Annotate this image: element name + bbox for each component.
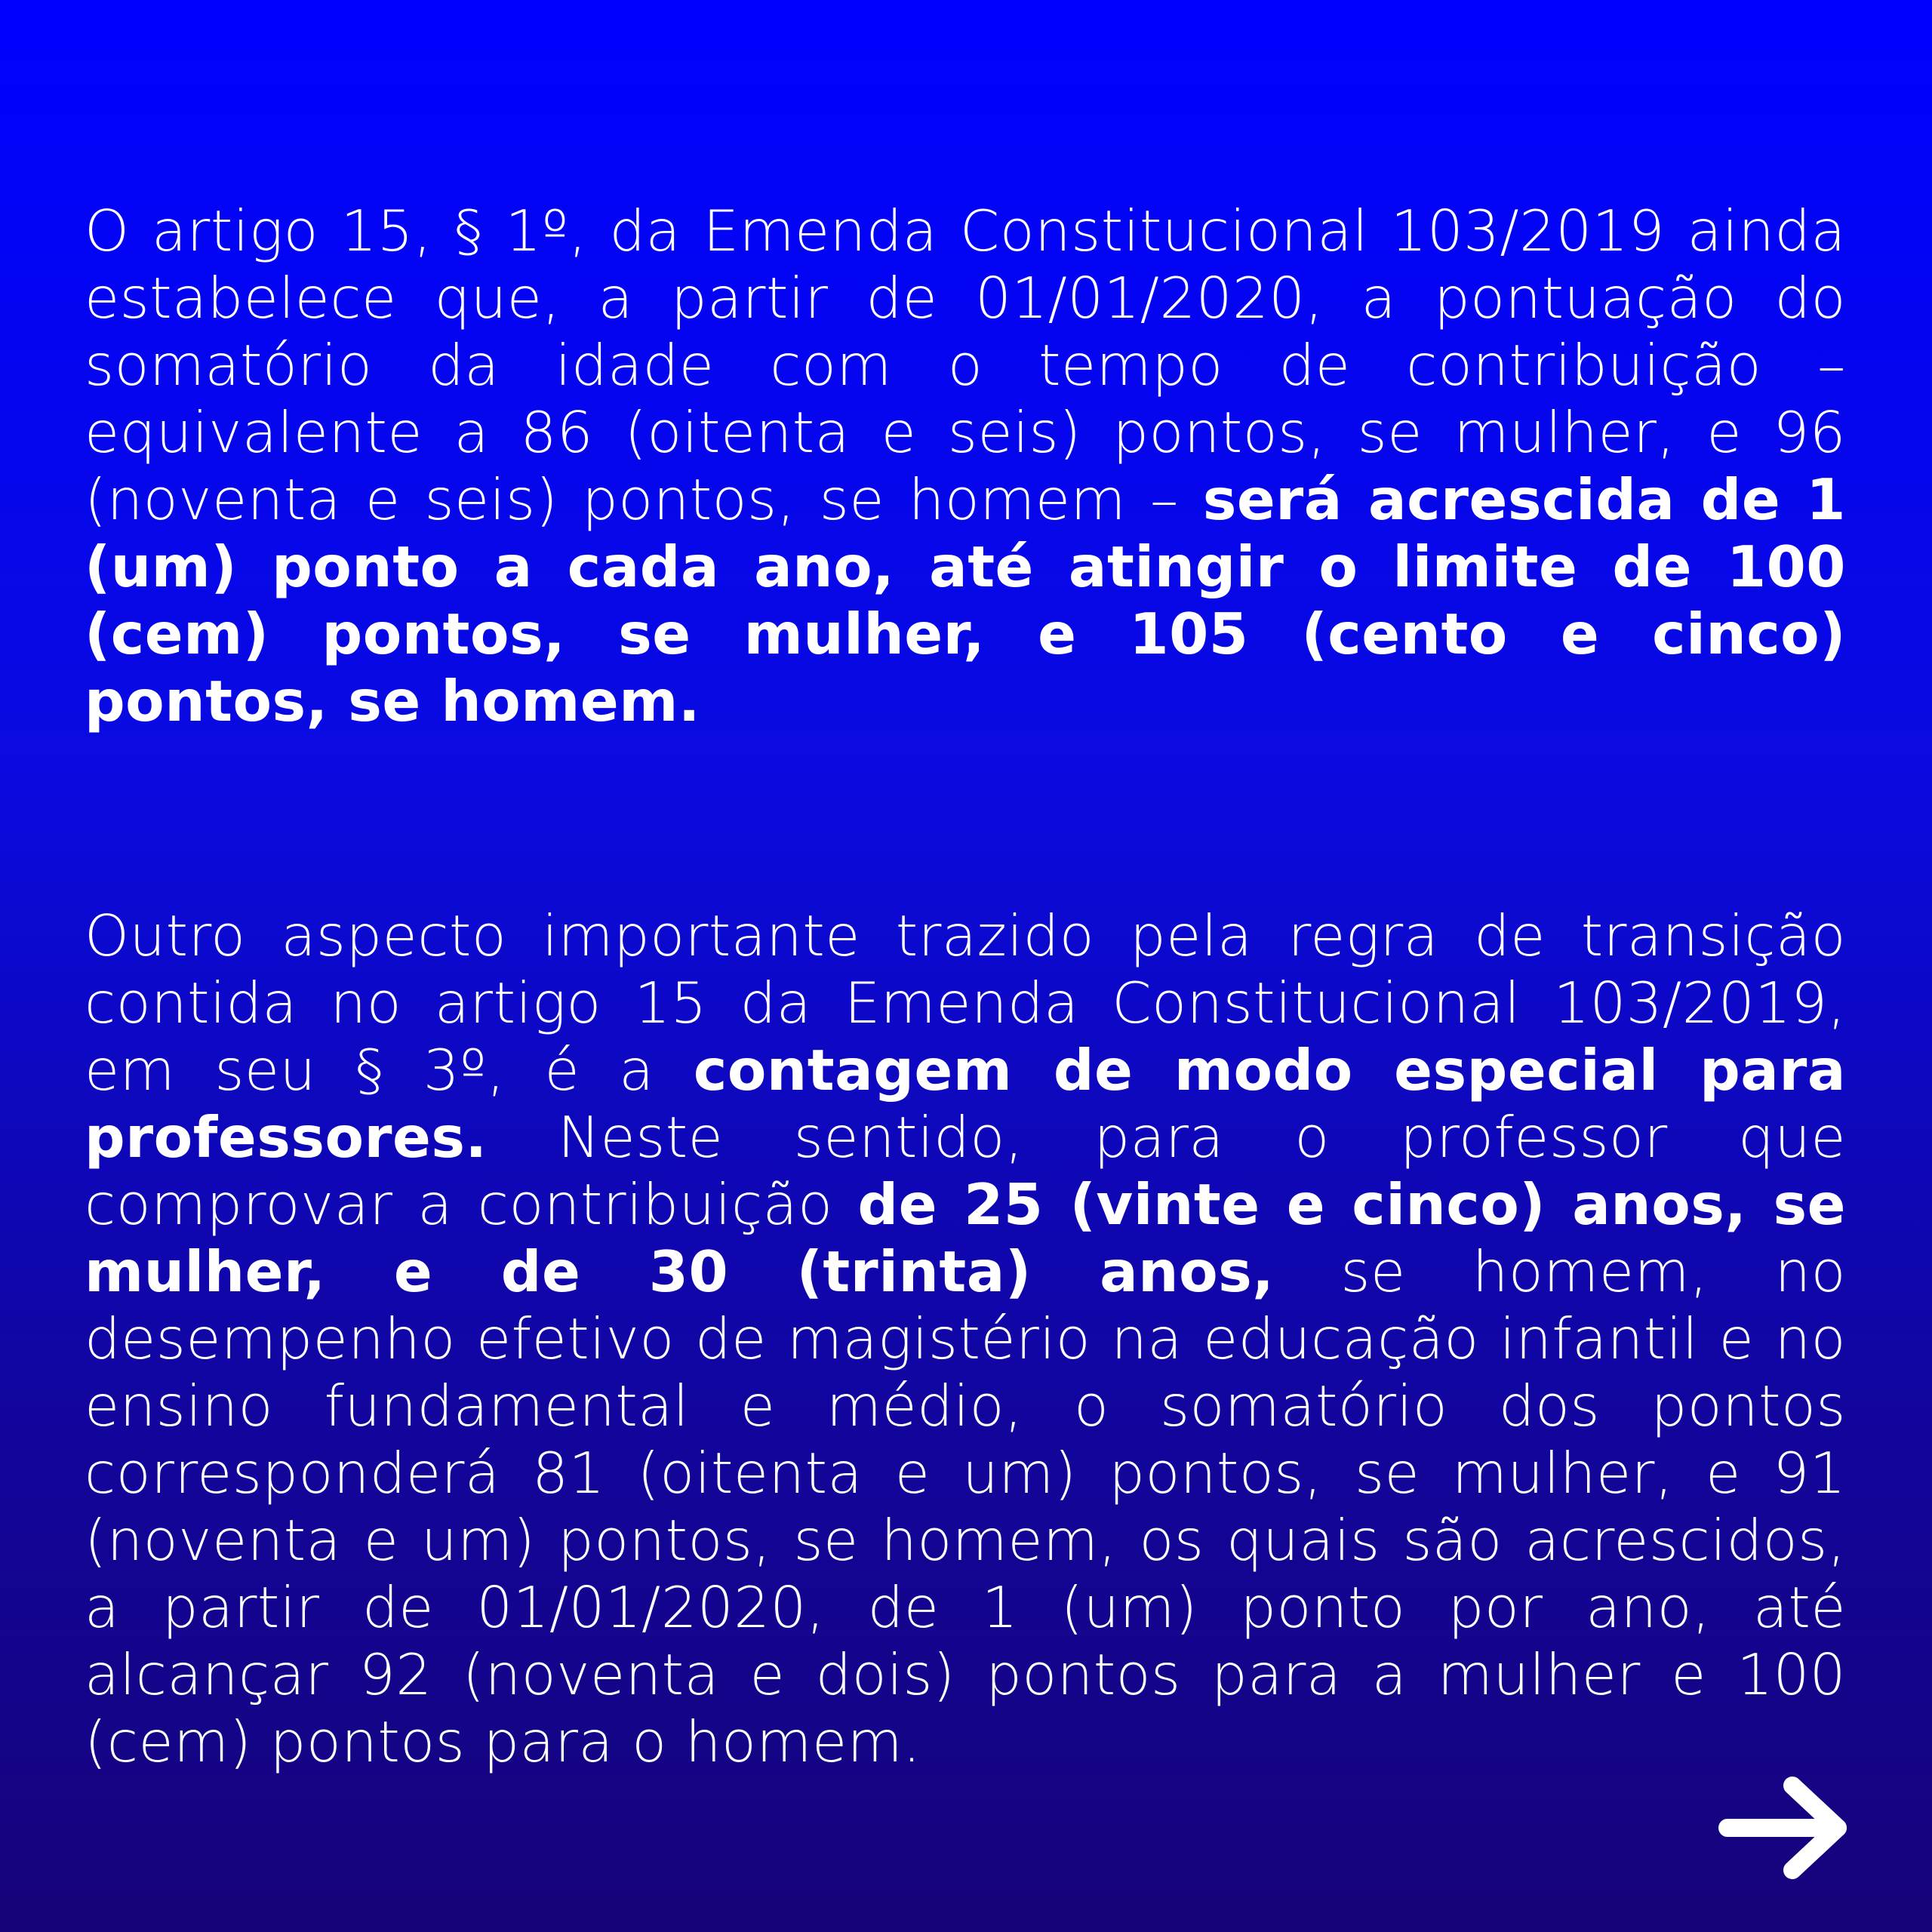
paragraph-2-emphasis-a: contagem de modo especial para professores. [85,1037,1846,1171]
slide-content [85,198,1846,1776]
next-slide-button[interactable] [1717,1775,1853,1881]
paragraph-2-emphasis-b: de 25 (vinte e cinco) anos, se mulher, e de 30 (trinta) anos, [85,1171,1846,1305]
paragraph-transition-points [85,198,1846,735]
arrow-right-icon [1717,1775,1853,1881]
paragraph-2-text-b: Neste sentido, para o professor que comprovar a contribuição [85,1104,1846,1238]
paragraph-1-text: O artigo 15, § 1º, da Emenda Constitucional 103/2019 ainda estabelece que, a partir de 01/01/2020, a pontuação do somatório da idade com o tempo de contribuição – equivalente a 86 (oitenta e seis) pontos, se mulher, e 96 (noventa e seis) pontos, se homem – [85,198,1846,533]
paragraph-2-text-c: se homem, no desempenho efetivo de magistério na educação infantil e no ensino fundamental e médio, o somatório dos pontos corresponderá 81 (oitenta e um) pontos, se mulher, e 91 (noventa e um) pontos, se homem, os quais são acrescidos, a partir de 01/01/2020, de 1 (um) ponto por ano, até alcançar 92 (noventa e dois) pontos para a mulher e 100 (cem) pontos para o homem. [85,1238,1846,1775]
paragraph-1-emphasis: será acrescida de 1 (um) ponto a cada ano, até atingir o limite de 100 (cem) pontos, se mulher, e 105 (cento e cinco) pontos, se homem. [85,466,1846,734]
paragraph-2-text-a: Outro aspecto importante trazido pela regra de transição contida no artigo 15 da Emenda Constitucional 103/2019, em seu § 3º, é a [85,903,1846,1103]
paragraph-teachers-rule [85,903,1846,1776]
